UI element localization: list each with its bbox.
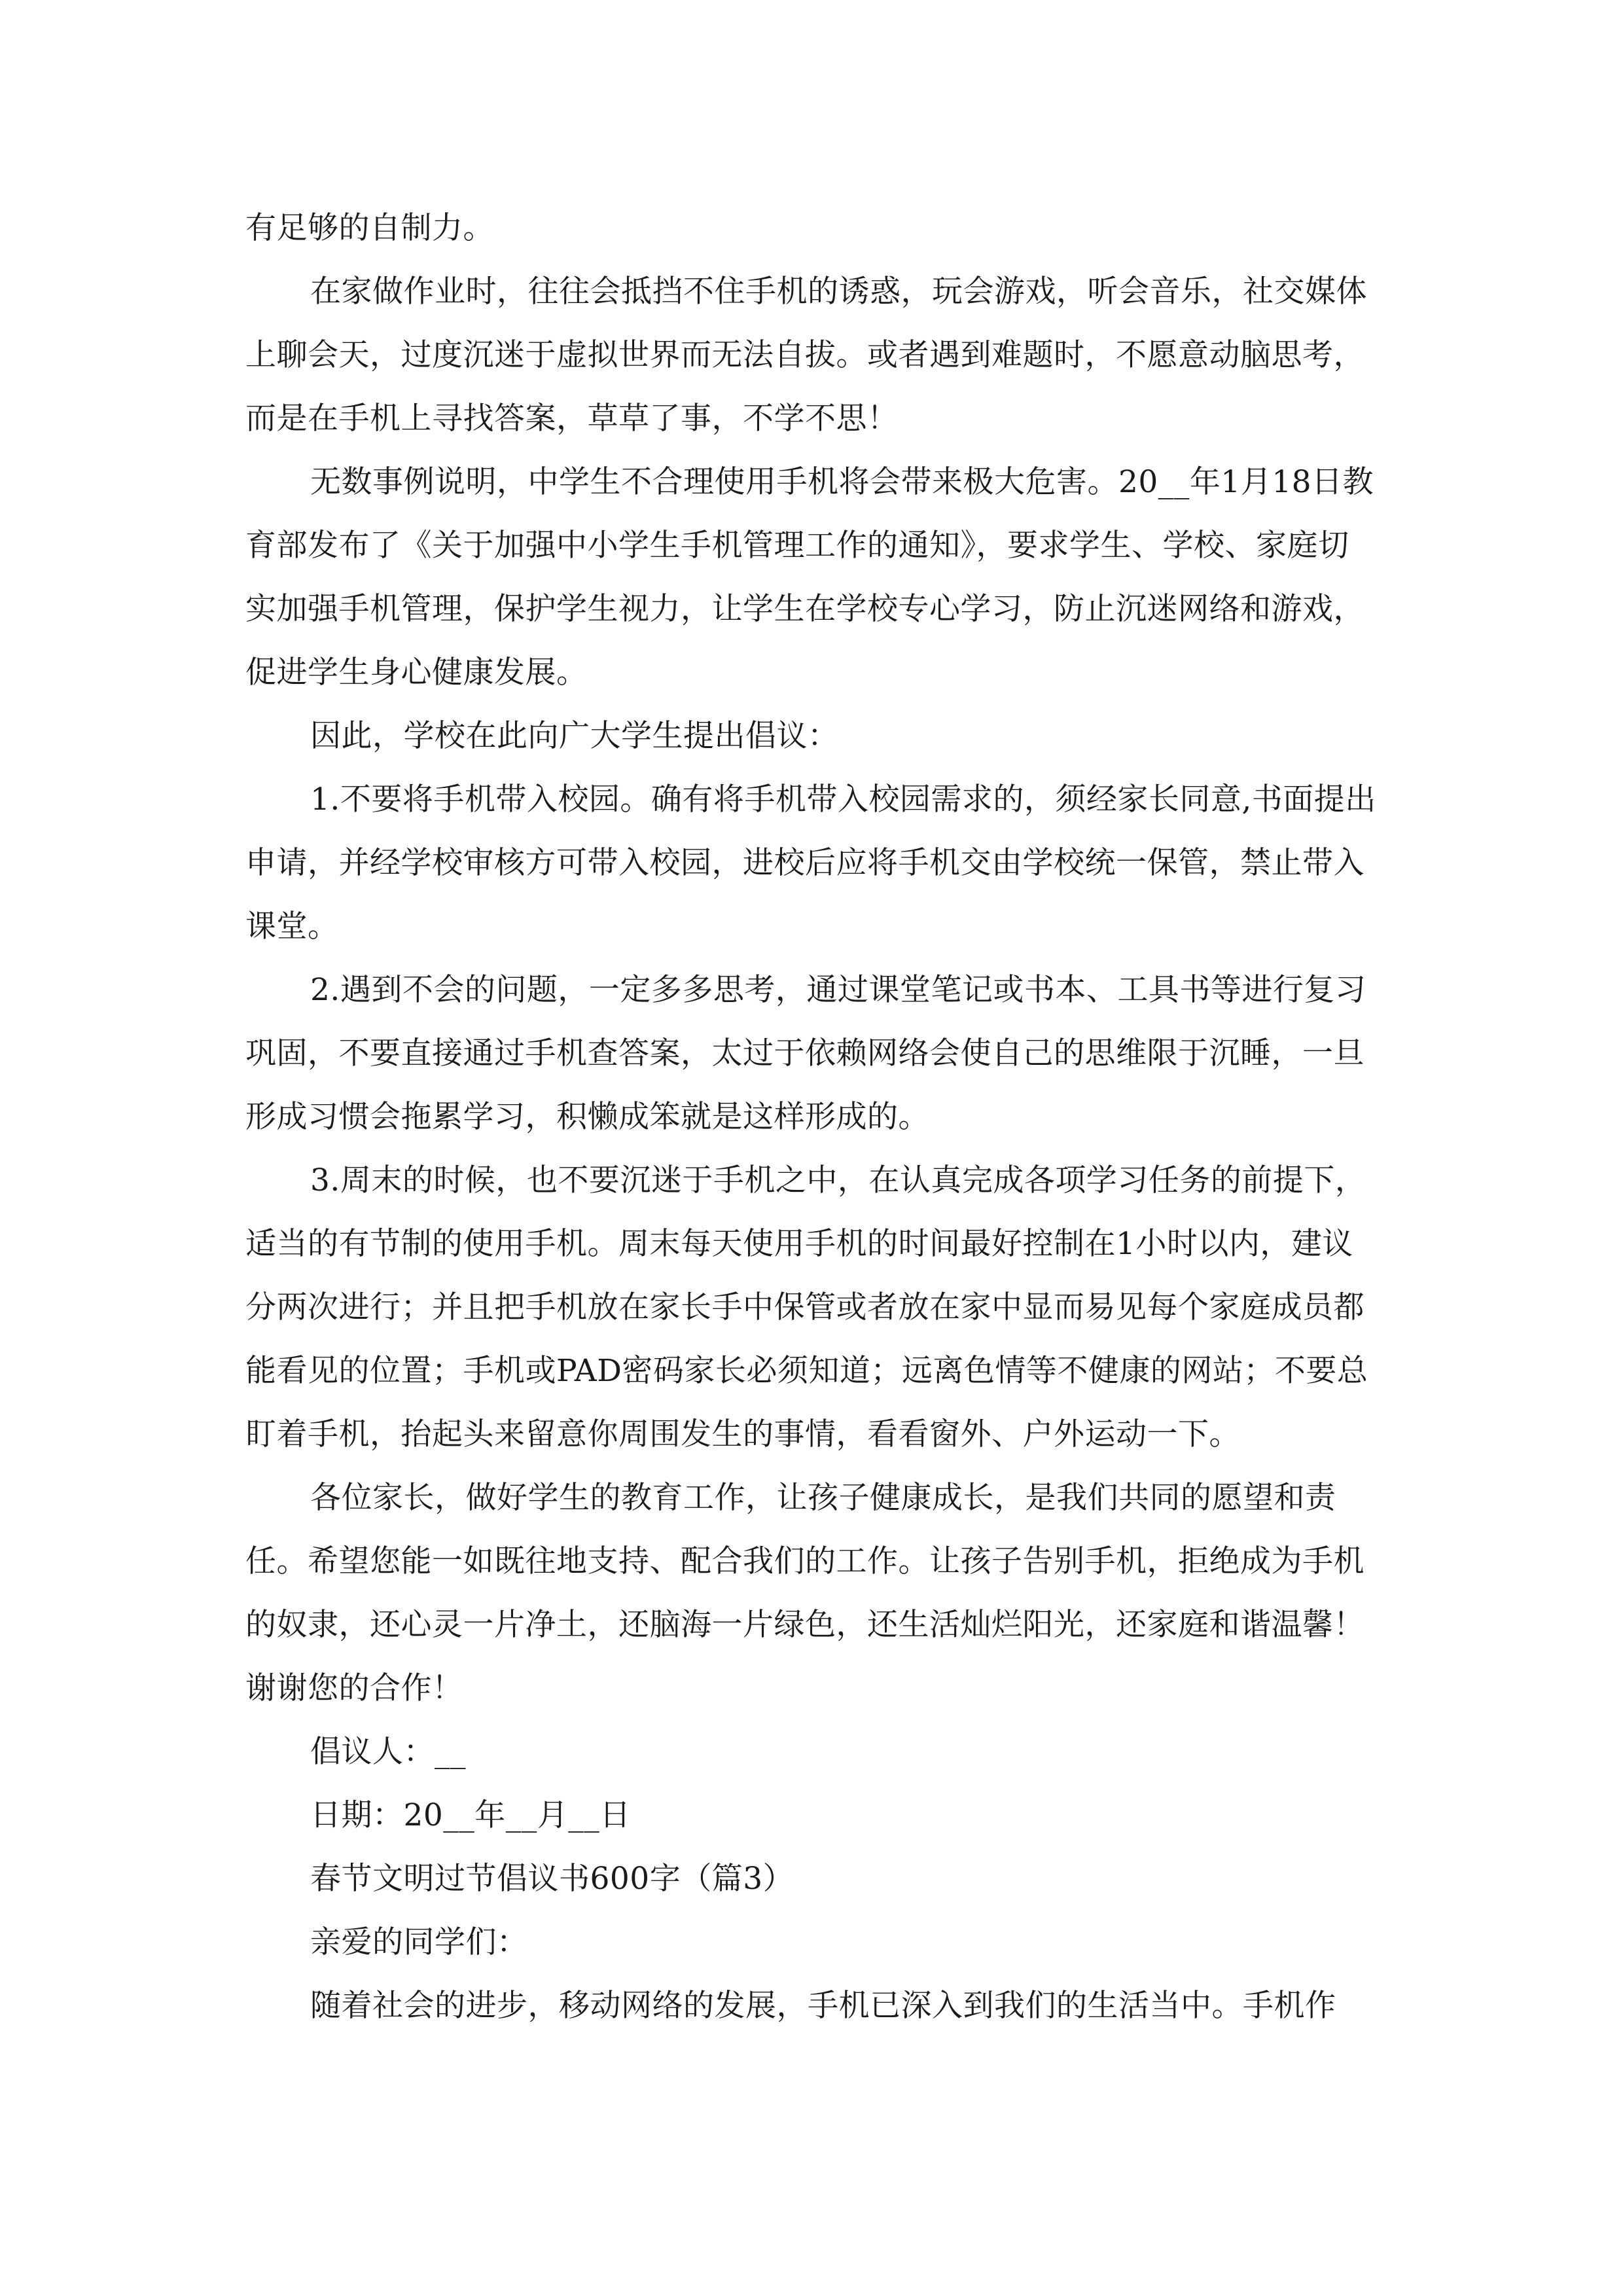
signature-date: 日期：20__年__月__日 — [310, 1797, 631, 1833]
document-body — [245, 196, 1378, 2037]
paragraph-parents-appeal: 各位家长，做好学生的教育工作，让孩子健康成长，是我们共同的愿望和责任。希望您能一如既往地支持、配合我们的工作。让孩子告别手机，拒绝成为手机的奴隶，还心灵一片净土，还脑海一片绿色，还生活灿烂阳光，还家庭和谐温馨！谢谢您的合作！ — [245, 1480, 1364, 1706]
paragraph-continuation: 有足够的自制力。 — [245, 210, 494, 246]
paragraph-homework-temptation: 在家做作业时，往往会抵挡不住手机的诱惑，玩会游戏，听会音乐，社交媒体上聊会天，过度沉迷于虚拟世界而无法自拔。或者遇到难题时，不愿意动脑思考，而是在手机上寻找答案，草草了事，不学不思！ — [245, 274, 1367, 437]
paragraph-proposal-intro: 因此，学校在此向广大学生提出倡议： — [310, 718, 839, 754]
paragraph-ministry-notice: 无数事例说明，中学生不合理使用手机将会带来极大危害。20__年1月18日教育部发布了《关于加强中小学生手机管理工作的通知》，要求学生、学校、家庭切实加强手机管理，保护学生视力，让学生在学校专心学习，防止沉迷网络和游戏，促进学生身心健康发展。 — [245, 464, 1374, 691]
section-heading: 春节文明过节倡议书600字（篇3） — [310, 1861, 794, 1897]
paragraph-item-1: 1.不要将手机带入校园。确有将手机带入校园需求的，须经家长同意,书面提出申请，并经学校审核方可带入校园，进校后应将手机交由学校统一保管，禁止带入课堂。 — [245, 781, 1376, 944]
paragraph-item-3: 3.周末的时候，也不要沉迷于手机之中，在认真完成各项学习任务的前提下，适当的有节制的使用手机。周末每天使用手机的时间最好控制在1小时以内，建议分两次进行；并且把手机放在家长手中保管或者放在家中显而易见每个家庭成员都能看见的位置；手机或PAD密码家长必须知道；远离色情等不健康的网站；不要总盯着手机，抬起头来留意你周围发生的事情，看看窗外、户外运动一下。 — [245, 1162, 1368, 1452]
paragraph-opening: 随着社会的进步，移动网络的发展，手机已深入到我们的生活当中。手机作 — [310, 1988, 1336, 2024]
salutation: 亲爱的同学们： — [310, 1924, 528, 1960]
signature-proposer: 倡议人：__ — [310, 1734, 466, 1770]
paragraph-item-2: 2.遇到不会的问题，一定多多思考，通过课堂笔记或书本、工具书等进行复习巩固，不要直接通过手机查答案，太过于依赖网络会使自己的思维限于沉睡，一旦形成习惯会拖累学习，积懒成笨就是这样形成的。 — [245, 972, 1366, 1135]
